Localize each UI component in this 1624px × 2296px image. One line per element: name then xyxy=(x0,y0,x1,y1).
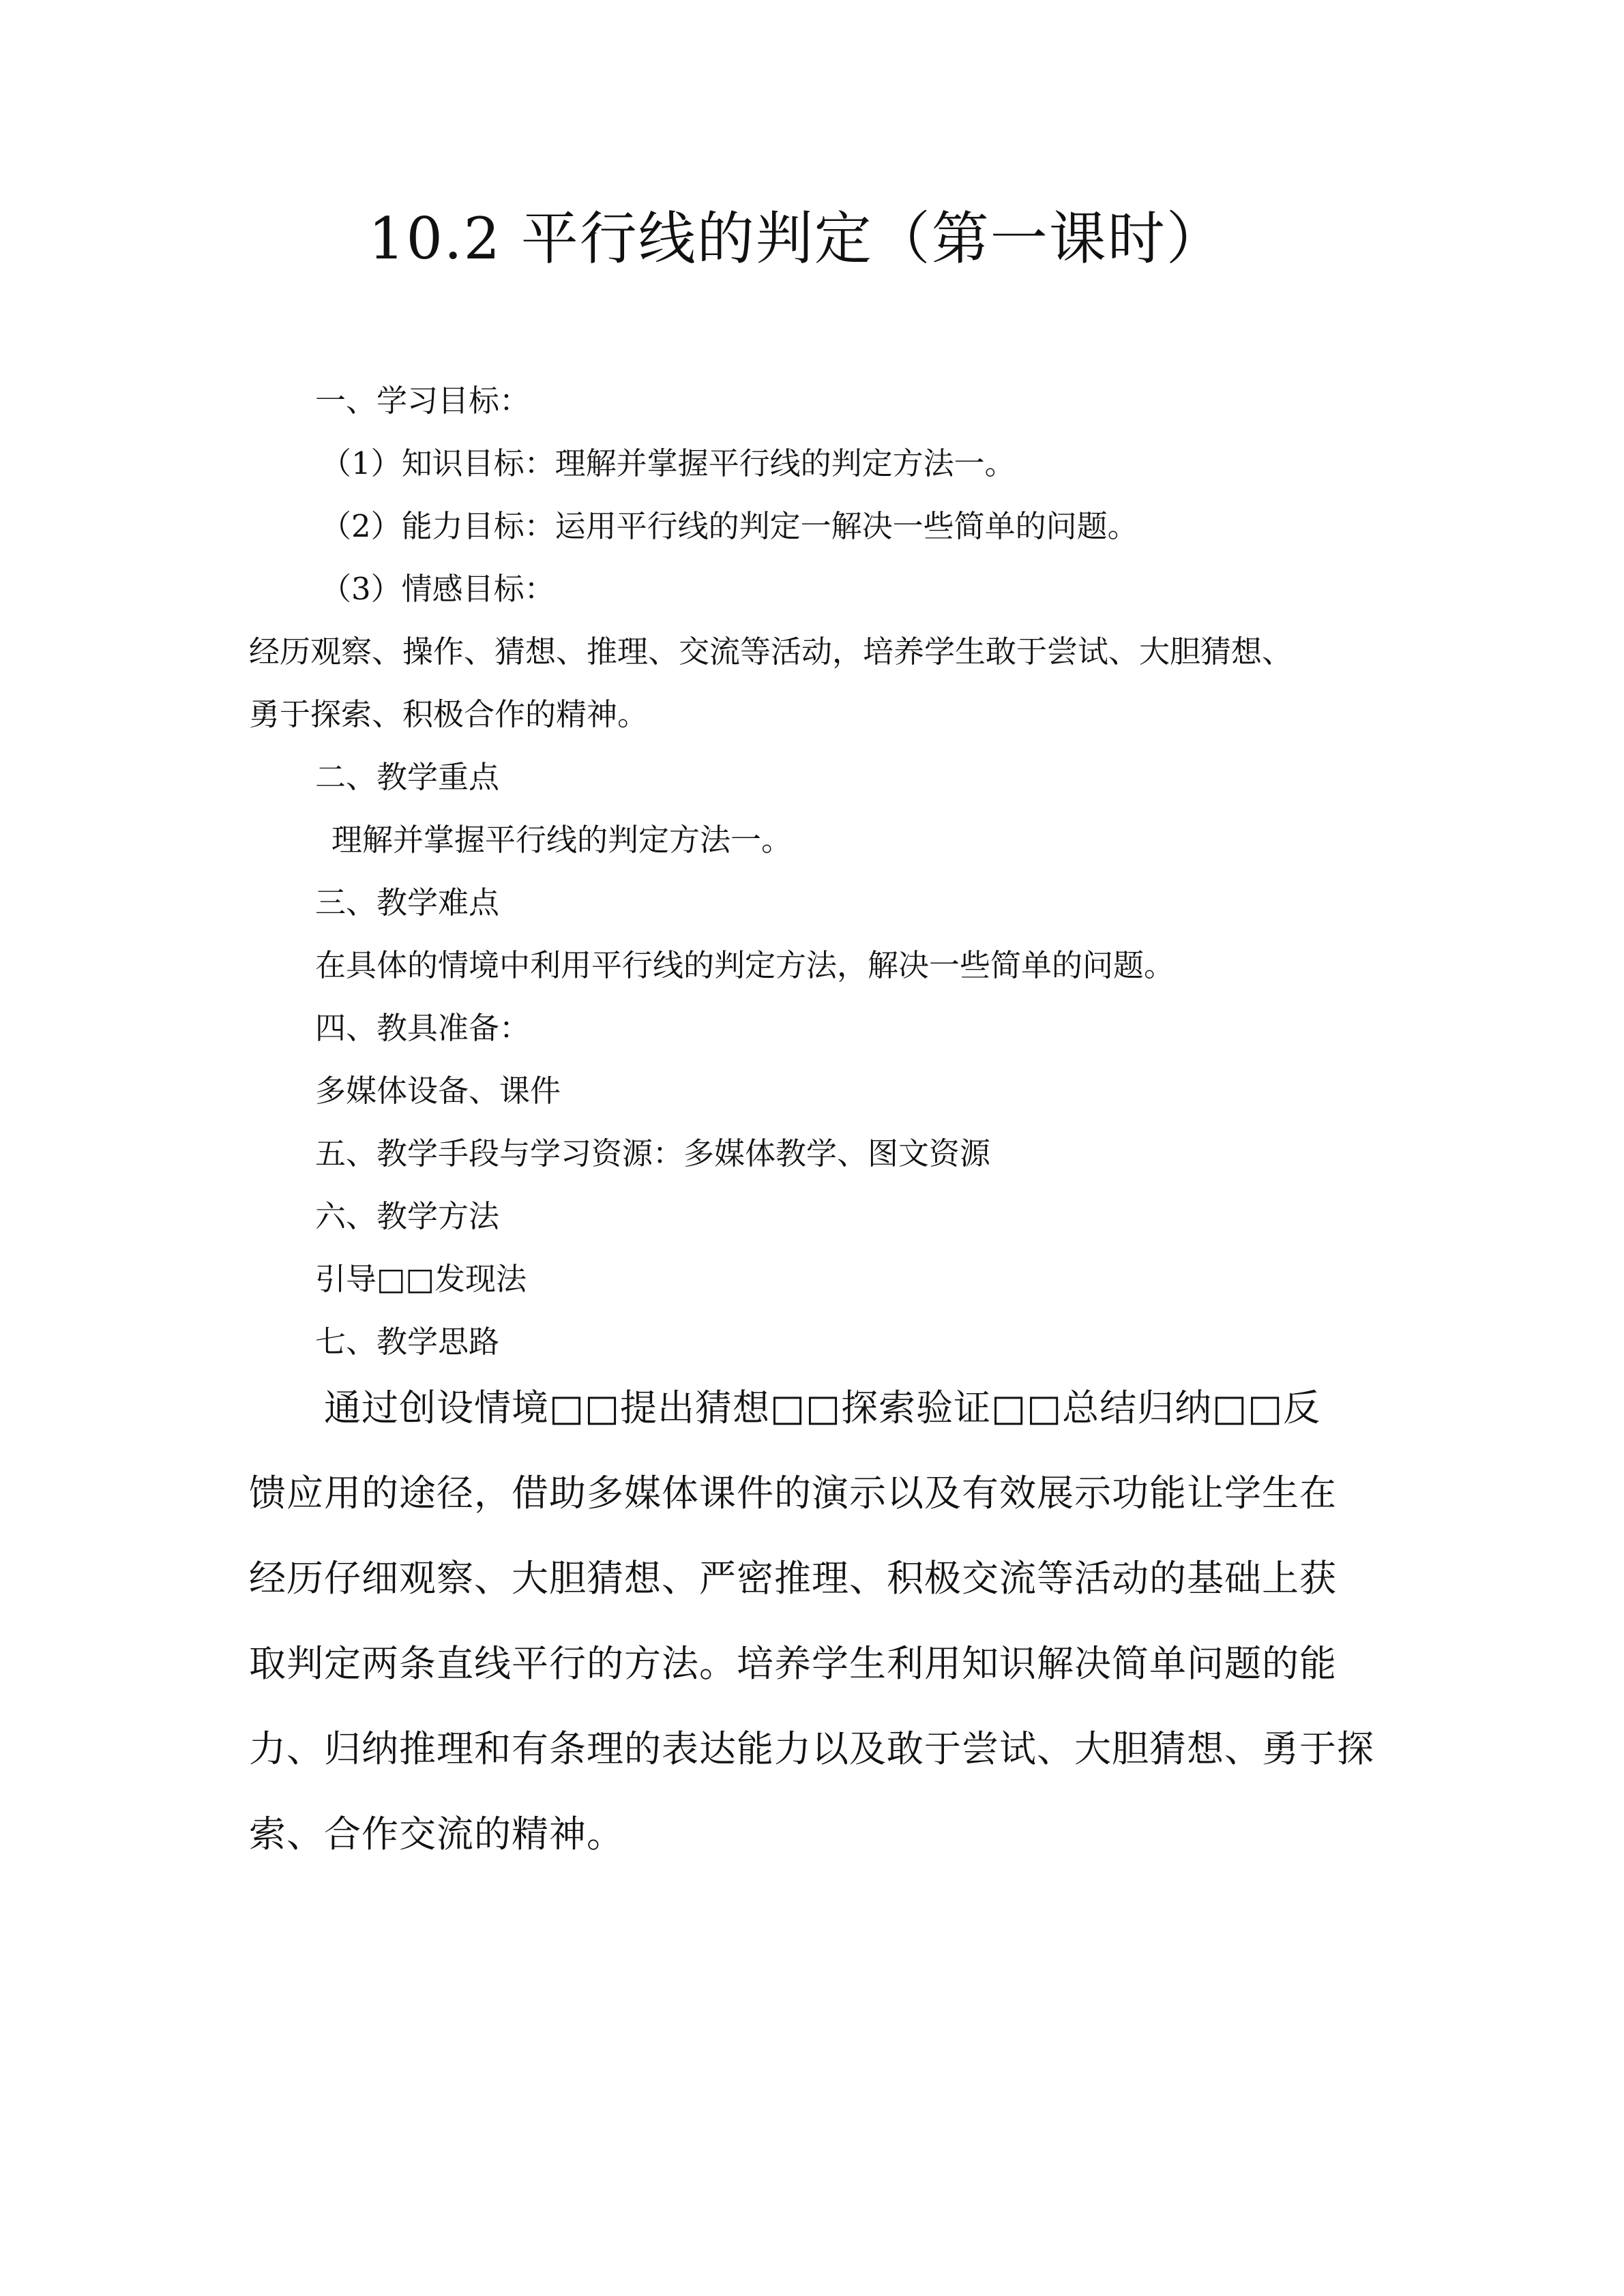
means-heading: 五、教学手段与学习资源：多媒体教学、图文资源 xyxy=(315,1135,991,1172)
goals-heading: 一、学习目标： xyxy=(315,383,531,419)
goal-knowledge: （1）知识目标：理解并掌握平行线的判定方法一。 xyxy=(321,445,1016,481)
tools-heading: 四、教具准备： xyxy=(315,1010,531,1046)
tools-body: 多媒体设备、课件 xyxy=(315,1073,561,1109)
goal-ability: （2）能力目标：运用平行线的判定一解决一些简单的问题。 xyxy=(321,508,1138,544)
goal-emotion-heading: （3）情感目标： xyxy=(321,571,555,607)
method-body: 引导□□发现法 xyxy=(315,1261,527,1297)
difficulty-body: 在具体的情境中利用平行线的判定方法，解决一些简单的问题。 xyxy=(315,947,1175,983)
approach-heading: 七、教学思路 xyxy=(315,1324,500,1360)
approach-line-5: 力、归纳推理和有条理的表达能力以及敢于尝试、大胆猜想、勇于探 xyxy=(249,1727,1374,1770)
approach-line-1: 通过创设情境□□提出猜想□□探索验证□□总结归纳□□反 xyxy=(324,1386,1321,1429)
approach-line-4: 取判定两条直线平行的方法。培养学生利用知识解决简单问题的能 xyxy=(249,1642,1337,1685)
key-point-body: 理解并掌握平行线的判定方法一。 xyxy=(331,822,793,858)
goal-emotion-line-2: 勇于探索、积极合作的精神。 xyxy=(249,696,649,732)
difficulty-heading: 三、教学难点 xyxy=(315,884,500,921)
approach-line-2: 馈应用的途径，借助多媒体课件的演示以及有效展示功能让学生在 xyxy=(249,1472,1337,1515)
approach-line-6: 索、合作交流的精神。 xyxy=(249,1813,624,1855)
approach-line-3: 经历仔细观察、大胆猜想、严密推理、积极交流等活动的基础上获 xyxy=(249,1557,1337,1600)
goal-emotion-line-1: 经历观察、操作、猜想、推理、交流等活动，培养学生敢于尝试、大胆猜想、 xyxy=(249,633,1293,670)
document-title: 10.2 平行线的判定（第一课时） xyxy=(368,205,1225,272)
key-point-heading: 二、教学重点 xyxy=(315,759,500,795)
method-heading: 六、教学方法 xyxy=(315,1198,500,1234)
